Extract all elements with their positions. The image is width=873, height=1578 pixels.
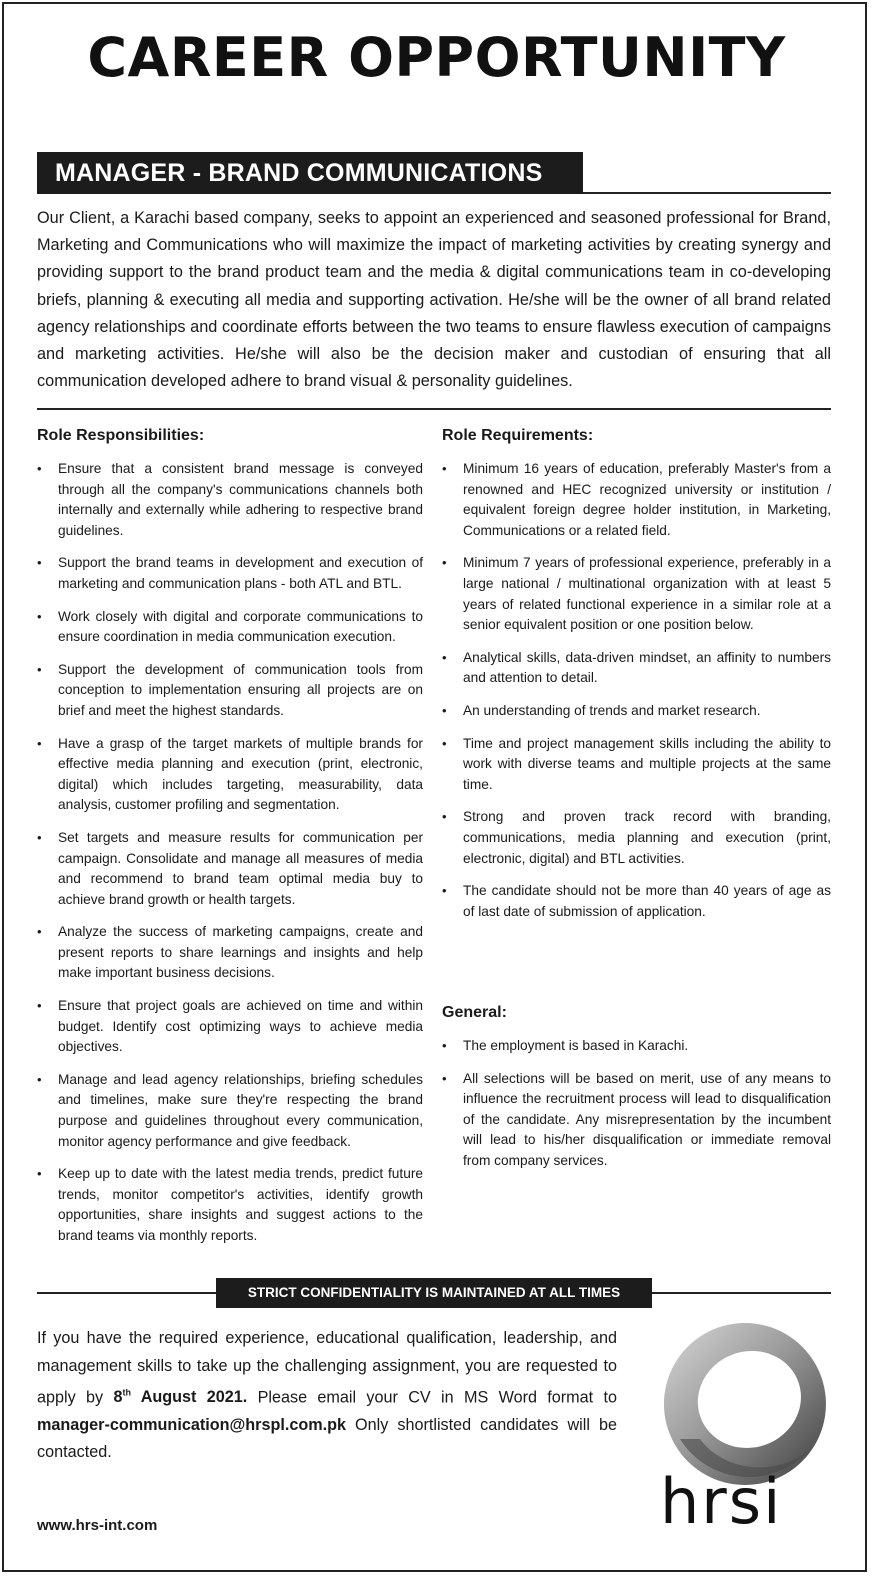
responsibilities-item-text: Manage and lead agency relationships, briefing schedules and timelines, make sure they're respecting the brand purpose and guidelines throughout every communication, monitor agency performance and give feedback. [58,1071,423,1149]
responsibilities-item-text: Have a grasp of the target markets of multiple brands for effective media planning and execution (print, electronic, digital) which includes targeting, measurability, data analysis, customer profiling and segmentation. [58,735,423,813]
responsibilities-item-text: Work closely with digital and corporate communications to ensure coordination in media communication execution. [58,608,423,645]
apply-text-2: Please email your CV in MS Word format to [247,1388,617,1407]
bullet-icon: • [37,555,42,571]
requirements-item [442,734,831,796]
page-title: CAREER OPPORTUNITY [87,26,786,89]
apply-paragraph [37,1325,617,1467]
responsibilities-heading: Role Responsibilities: [37,427,205,444]
responsibilities-item-text: Ensure that project goals are achieved on time and within budget. Identify cost optimizing ways to achieve media objectives. [58,998,423,1055]
bullet-icon: • [442,555,447,571]
general-item-text: The employment is based in Karachi. [463,1038,689,1053]
requirements-item-text: The candidate should not be more than 40 years of age as of last date of submission of application. [463,883,831,919]
banner-divider [583,192,831,194]
responsibilities-item [37,734,423,816]
responsibilities-list [37,459,423,1247]
responsibilities-item-text: Keep up to date with the latest media trends, predict future trends, monitor competitor's activities, identify growth opportunities, share insights and suggest actions to the brand teams via monthly reports. [58,1166,423,1243]
requirements-item [442,807,831,869]
responsibilities-item [37,1164,423,1246]
responsibilities-item-text: Support the development of communication tools from conception to implementation ensuring all projects are on brief and meet the highest standards. [58,661,423,718]
responsibilities-item [37,996,423,1058]
general-item [442,1036,831,1057]
general-list [442,1036,831,1172]
requirements-item-text: Minimum 16 years of education, preferably Master's from a renowned and HEC recognized university or institution / equivalent foreign degree holder institution, in Marketing, Communications or a related field. [463,461,831,538]
apply-email-link[interactable]: manager-communication@hrspl.com.pk [37,1415,347,1434]
bullet-icon: • [442,883,447,899]
hrsi-logo-text: hrsi [660,1465,783,1538]
bullet-icon: • [37,461,42,476]
bullet-icon: • [442,809,447,825]
apply-text-3: Only shortlisted candidates will be contacted. [37,1415,617,1462]
requirements-item-text: Analytical skills, data-driven mindset, an affinity to numbers and attention to detail. [463,649,831,686]
bullet-icon: • [442,735,447,751]
general-item-text: All selections will be based on merit, use of any means to influence the recruitment process will lead to disqualification of the candidate. Any misrepresentation by the incumbent will lead to his/her disqualification or immediate removal from company services. [463,1070,831,1168]
general-heading: General: [442,1004,507,1021]
requirements-item-text: Time and project management skills including the ability to work with diverse teams and multiple projects at the same time. [463,735,831,792]
responsibilities-item-text: Set targets and measure results for communication per campaign. Consolidate and manage all measures of media and recommend to brand team optimal media buy to achieve brand growth or health targets. [58,829,423,907]
responsibilities-item [37,607,423,648]
deadline-rest: August 2021. [130,1388,248,1407]
bullet-icon: • [442,1070,447,1086]
bullet-icon: • [37,661,42,677]
job-title-banner: MANAGER - BRAND COMMUNICATIONS [37,152,583,194]
bullet-icon: • [442,1038,447,1053]
requirements-item-text: An understanding of trends and market research. [463,702,761,718]
responsibilities-item [37,459,423,541]
bullet-icon: • [37,924,42,940]
apply-deadline [113,1388,247,1406]
deadline-suffix: th [122,1388,131,1398]
requirements-item [442,459,831,541]
requirements-heading: Role Requirements: [442,427,594,444]
requirements-item [442,881,831,922]
responsibilities-item [37,660,423,722]
apply-text-1: If you have the required experience, educational qualification, leadership, and management skills to take up the challenging assignment, you are requested to apply by [37,1329,617,1407]
bullet-icon: • [37,1166,42,1182]
requirements-item-text: Minimum 7 years of professional experience, preferably in a large national / multinational organization with at least 5 years of related functional experience in a similar role at a senior equivalent position or one position below. [463,555,831,633]
requirements-list [442,459,831,922]
bullet-icon: • [37,735,42,751]
hrsi-ring-logo-icon [660,1319,830,1489]
general-column [442,1004,831,1184]
responsibilities-item [37,1070,423,1152]
bullet-icon: • [442,461,447,476]
confidentiality-banner: STRICT CONFIDENTIALITY IS MAINTAINED AT ALL TIMES [216,1278,652,1308]
bullet-icon: • [37,1071,42,1087]
requirements-item [442,701,831,722]
intro-paragraph: Our Client, a Karachi based company, seeks to appoint an experienced and seasoned professional for Brand, Marketing and Communications who will maximize the impact of marketing activities by creating synergy and providing support to the brand product team and the media & digital communications team in co-developing briefs, planning & executing all media and supporting activation. He/she will be the owner of all brand related agency relationships and coordinate efforts between the two teams to ensure flawless execution of campaigns and marketing activities. He/she will also be the decision maker and custodian of ensuring that all communication developed adhere to brand visual & personality guidelines. [37,209,831,391]
responsibilities-column [37,427,423,1259]
section-divider [37,408,831,410]
bullet-icon: • [37,998,42,1014]
bullet-icon: • [37,608,42,624]
requirements-column [442,427,831,934]
website-link[interactable]: www.hrs-int.com [37,1517,158,1534]
bullet-icon: • [442,649,447,665]
responsibilities-item-text: Support the brand teams in development and execution of marketing and communication plans - both ATL and BTL. [58,555,423,591]
responsibilities-item-text: Analyze the success of marketing campaigns, create and present reports to share learnings and insights and help make important business decisions. [58,924,423,981]
deadline-day: 8 [113,1388,123,1407]
responsibilities-item [37,922,423,984]
general-item [442,1069,831,1172]
requirements-item-text: Strong and proven track record with branding, communications, media planning and execution (print, electronic, digital) and BTL activities. [463,809,831,866]
bullet-icon: • [37,829,42,845]
requirements-item [442,648,831,689]
responsibilities-item [37,828,423,910]
responsibilities-item-text: Ensure that a consistent brand message is conveyed through all the company's communications channels both internally and externally while adhering to respective brand guidelines. [58,461,423,538]
requirements-item [442,553,831,635]
bullet-icon: • [442,702,447,718]
responsibilities-item [37,553,423,594]
